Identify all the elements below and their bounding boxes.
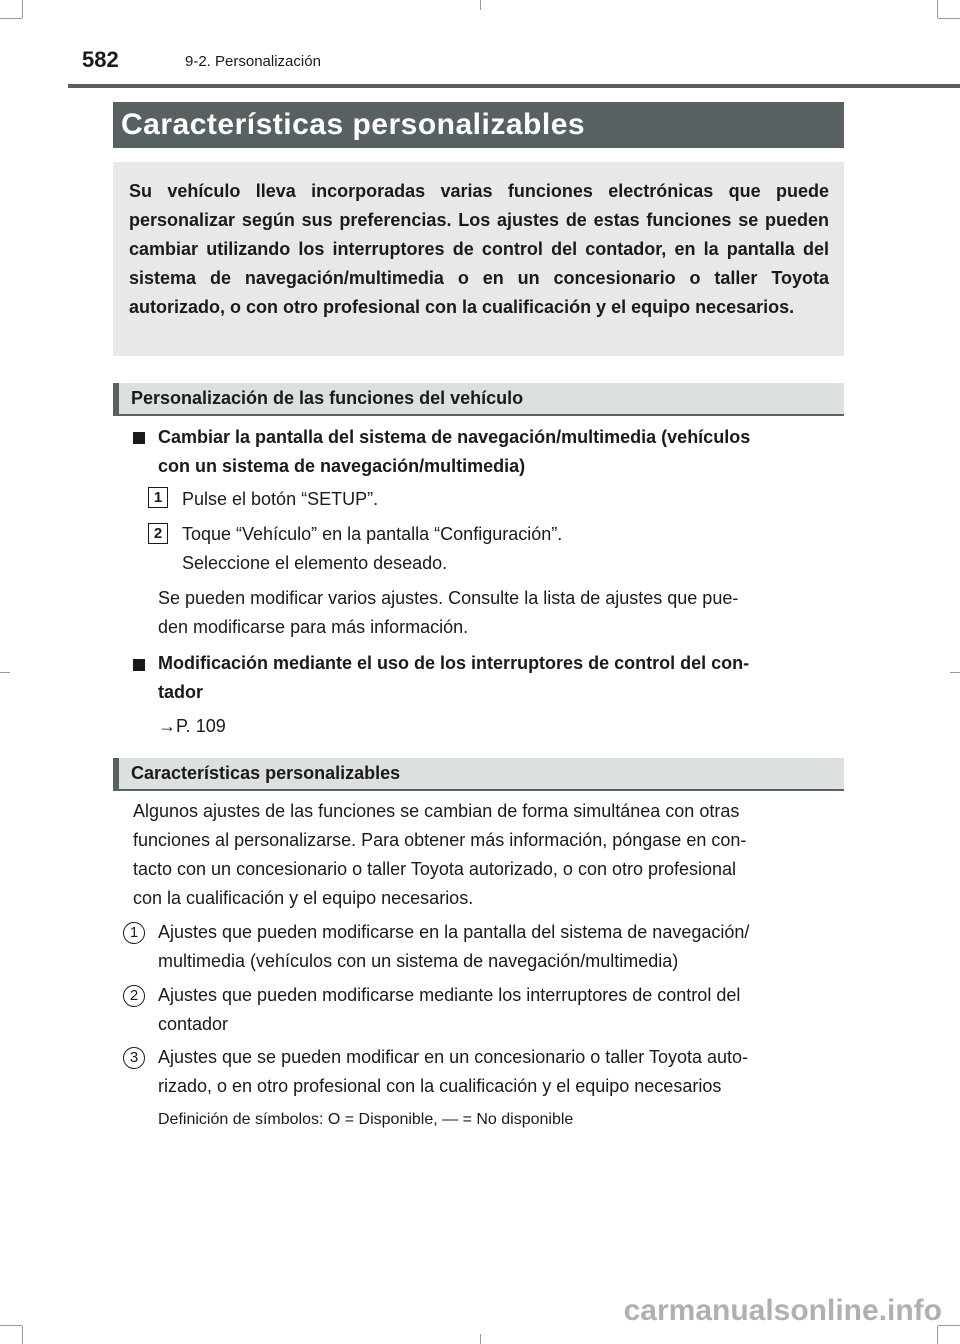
page-title: Características personalizables xyxy=(121,108,586,141)
section-heading-label: Personalización de las funciones del vehículo xyxy=(131,388,524,408)
features-para-line1: Algunos ajustes de las funciones se cambian de forma simultánea con otras xyxy=(133,801,740,821)
step-number-box: 1 xyxy=(148,487,168,508)
item2-title-line1: Modificación mediante el uso de los interruptores de control del con- xyxy=(158,653,750,673)
crop-mark xyxy=(22,1326,23,1344)
crop-mark xyxy=(0,18,22,19)
crop-mark xyxy=(22,0,23,18)
list-item-2-line1: Ajustes que pueden modificarse mediante los interruptores de control del xyxy=(158,985,741,1005)
step-1-text: Pulse el botón “SETUP”. xyxy=(182,489,379,509)
intro-text: Su vehículo lleva incorporadas varias funciones electrónicas que puede personalizar según sus preferencias. Los ajustes de estas funciones se pueden cambiar utilizando los interruptores de control del contador, en la pantalla del sistema de navegación/multimedia o en un concesionario o taller Toyota autorizado, o con otro profesional con la cualificación y el equipo necesarios. xyxy=(129,181,829,317)
list-item-3-line2: rizado, o en otro profesional con la cualificación y el equipo necesarios xyxy=(158,1076,722,1096)
features-para-line4: con la cualificación y el equipo necesarios. xyxy=(133,888,474,908)
circled-number-icon: 1 xyxy=(123,922,145,944)
note-line2: den modificarse para más información. xyxy=(158,617,469,637)
page-title-bar xyxy=(113,102,844,148)
item1-title-line1: Cambiar la pantalla del sistema de navegación/multimedia (vehículos xyxy=(158,427,751,447)
list-item-1-line1: Ajustes que pueden modificarse en la pantalla del sistema de navegación/ xyxy=(158,922,750,942)
crop-mark xyxy=(937,0,938,18)
header-rule xyxy=(68,84,960,88)
step-number-box: 2 xyxy=(148,523,168,544)
crop-mark xyxy=(937,1326,938,1344)
list-item-2-line2: contador xyxy=(158,1014,229,1034)
crop-mark xyxy=(0,672,10,673)
step-2-text: Toque “Vehículo” en la pantalla “Configuración”. xyxy=(182,524,563,544)
item1-title-line2: con un sistema de navegación/multimedia) xyxy=(158,456,526,476)
square-bullet-icon xyxy=(133,659,145,671)
section-heading-customization xyxy=(113,383,844,416)
circled-number-icon: 2 xyxy=(123,985,145,1007)
page-reference-link[interactable]: →P. 109 xyxy=(158,716,226,736)
page-number: 582 xyxy=(82,47,119,72)
section-heading-features xyxy=(113,758,844,791)
item2-title-line2: tador xyxy=(158,682,203,702)
features-para-line3: tacto con un concesionario o taller Toyota autorizado, o con otro profesional xyxy=(133,859,737,879)
symbol-legend: Definición de símbolos: O = Disponible, — = No disponible xyxy=(158,1111,574,1128)
section-breadcrumb: 9-2. Personalización xyxy=(185,53,321,70)
list-item-1-line2: multimedia (vehículos con un sistema de navegación/multimedia) xyxy=(158,951,679,971)
crop-mark xyxy=(480,1334,481,1344)
crop-mark xyxy=(480,0,481,10)
note-line1: Se pueden modificar varios ajustes. Consulte la lista de ajustes que pue- xyxy=(158,588,739,608)
crop-mark xyxy=(938,18,960,19)
list-item-3-line1: Ajustes que se pueden modificar en un concesionario o taller Toyota auto- xyxy=(158,1047,749,1067)
circled-number-icon: 3 xyxy=(123,1047,145,1069)
square-bullet-icon xyxy=(133,432,145,444)
watermark: carmanualsonline.info xyxy=(623,1294,942,1327)
crop-mark xyxy=(950,672,960,673)
features-para-line2: funciones al personalizarse. Para obtener más información, póngase en con- xyxy=(133,830,747,850)
intro-box xyxy=(113,162,844,356)
step-2-continuation: Seleccione el elemento deseado. xyxy=(182,553,448,573)
section-heading-label: Características personalizables xyxy=(131,763,401,783)
crop-mark xyxy=(0,1325,22,1326)
